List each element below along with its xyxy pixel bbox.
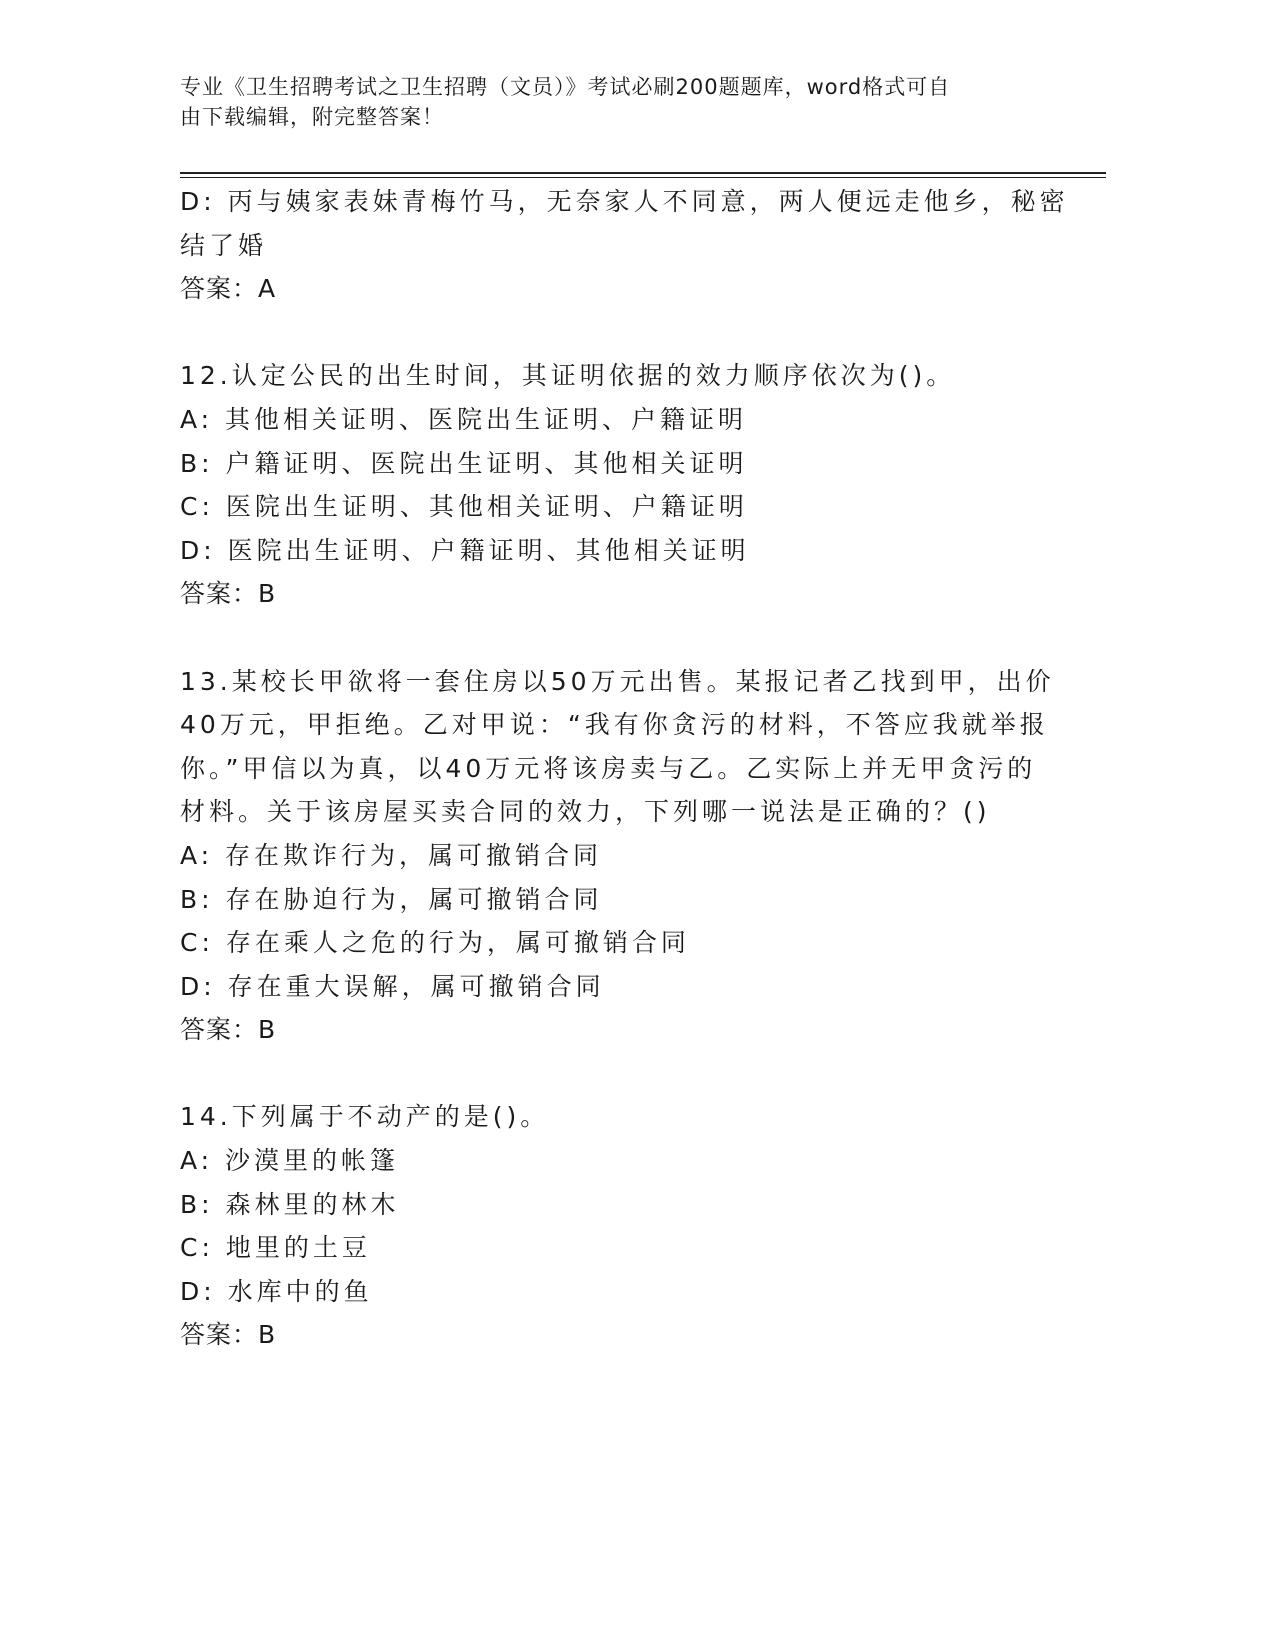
option-c: C: 医院出生证明、其他相关证明、户籍证明: [180, 492, 748, 522]
option-d: D: 丙与姨家表妹青梅竹马，无奈家人不同意，两人便远走他乡，秘密: [180, 187, 1069, 216]
question-content: [180, 180, 1069, 1357]
question-13: [180, 660, 1055, 1052]
header-divider-thick: [180, 172, 1106, 174]
answer-line: 答案：B: [180, 1015, 277, 1045]
header-title-line-1: 专业《卫生招聘考试之卫生招聘（文员）》考试必刷200题题库，word格式可自: [180, 75, 951, 99]
question-14: [180, 1095, 1040, 1357]
spacer: [180, 311, 1040, 355]
option-d: D: 水库中的鱼: [180, 1276, 373, 1306]
question-stem: 13.某校长甲欲将一套住房以50万元出售。某报记者乙找到甲，出价: [180, 666, 1055, 696]
option-a: A: 存在欺诈行为，属可撤销合同: [180, 840, 603, 870]
question-stem: 14.下列属于不动产的是()。: [180, 1102, 550, 1132]
option-c: C: 存在乘人之危的行为，属可撤销合同: [180, 928, 690, 958]
option-a: A: 沙漠里的帐篷: [180, 1146, 400, 1176]
question-stem: 12.认定公民的出生时间，其证明依据的效力顺序依次为()。: [180, 361, 956, 391]
question-stem-continued: 你。”甲信以为真，以40万元将该房卖与乙。乙实际上并无甲贪污的: [180, 753, 1037, 783]
spacer: [180, 616, 1040, 660]
answer-line: 答案：B: [180, 1320, 277, 1350]
question-stem-continued: 材料。关于该房屋买卖合同的效力，下列哪一说法是正确的？(): [180, 797, 991, 827]
option-b: B: 存在胁迫行为，属可撤销合同: [180, 884, 603, 914]
option-d: D: 医院出生证明、户籍证明、其他相关证明: [180, 535, 750, 565]
option-a: A: 其他相关证明、医院出生证明、户籍证明: [180, 404, 748, 434]
answer-line: 答案：A: [180, 274, 277, 304]
option-b: B: 森林里的林木: [180, 1189, 400, 1219]
page-header: [180, 72, 1040, 132]
question-stem-continued: 40万元，甲拒绝。乙对甲说：“我有你贪污的材料，不答应我就举报: [180, 710, 1049, 740]
answer-line: 答案：B: [180, 579, 277, 609]
prev-question-block: [180, 180, 1069, 311]
question-12: [180, 354, 1040, 616]
header-divider-thin: [180, 177, 1106, 178]
option-c: C: 地里的土豆: [180, 1233, 371, 1263]
option-d-continued: 结了婚: [180, 230, 268, 260]
spacer: [180, 1052, 1040, 1096]
option-d: D: 存在重大误解，属可撤销合同: [180, 971, 605, 1001]
header-title-line-2: 由下载编辑，附完整答案！: [180, 105, 444, 129]
option-b: B: 户籍证明、医院出生证明、其他相关证明: [180, 448, 748, 478]
